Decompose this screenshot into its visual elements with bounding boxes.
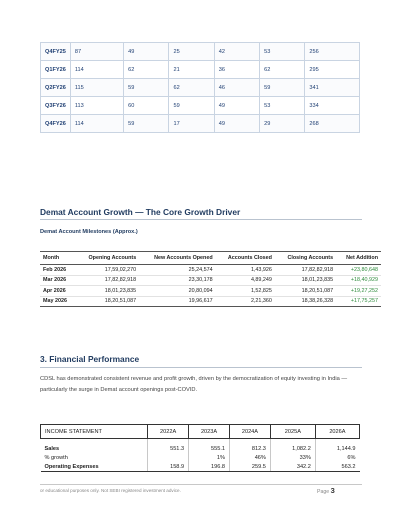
demat-column-header: Net Addition xyxy=(336,252,381,265)
quarter-value: 295 xyxy=(305,61,360,79)
demat-row xyxy=(40,265,381,276)
income-row-label: % growth xyxy=(44,455,68,461)
quarter-value: 114 xyxy=(70,115,123,133)
income-value xyxy=(148,454,189,463)
demat-value: 1,43,926 xyxy=(216,265,275,276)
income-value: 1,144.9 xyxy=(315,445,359,454)
quarter-value: 49 xyxy=(214,115,259,133)
demat-value: 19,96,617 xyxy=(139,296,215,307)
income-value: 6% xyxy=(315,454,359,463)
quarter-value: 59 xyxy=(124,79,169,97)
demat-value: 25,24,574 xyxy=(139,265,215,276)
income-row-label: Operating Expenses xyxy=(41,463,148,472)
income-column-header: 2026A xyxy=(315,425,359,439)
quarterly-row xyxy=(41,61,360,79)
income-value: 196.8 xyxy=(189,463,230,472)
income-column-header: 2024A xyxy=(229,425,270,439)
quarterly-row xyxy=(41,79,360,97)
income-row xyxy=(41,454,360,463)
quarter-value: 49 xyxy=(124,43,169,61)
demat-value: 23,30,178 xyxy=(139,275,215,286)
footer-disclaimer: or educational purposes only. Not SEBI registered investment advice. xyxy=(40,488,181,493)
quarter-value: 62 xyxy=(169,79,214,97)
income-value: 1% xyxy=(189,454,230,463)
quarter-value: 62 xyxy=(124,61,169,79)
quarter-value: 36 xyxy=(214,61,259,79)
quarter-value: 29 xyxy=(260,115,305,133)
demat-value: 18,20,51,087 xyxy=(275,286,336,297)
income-value: 33% xyxy=(270,454,315,463)
footer-rule xyxy=(40,484,362,485)
page-number: 3 xyxy=(330,486,335,495)
demat-value: 18,38,26,328 xyxy=(275,296,336,307)
income-row-label: Sales xyxy=(44,446,60,452)
demat-value: 17,82,82,918 xyxy=(76,275,140,286)
demat-value: +19,27,252 xyxy=(336,286,381,297)
demat-month: May 2026 xyxy=(40,296,76,307)
financial-section-heading: 3. Financial Performance xyxy=(40,354,140,364)
demat-value: 1,52,825 xyxy=(216,286,275,297)
quarter-label: Q4FY25 xyxy=(41,43,71,61)
quarter-label: Q4FY26 xyxy=(41,115,71,133)
quarter-value: 17 xyxy=(169,115,214,133)
quarter-value: 59 xyxy=(124,115,169,133)
income-value: 555.1 xyxy=(189,445,230,454)
quarterly-table xyxy=(40,42,360,133)
demat-heading-rule xyxy=(40,219,362,220)
quarter-value: 53 xyxy=(260,43,305,61)
demat-value: 18,01,23,835 xyxy=(275,275,336,286)
quarter-value: 256 xyxy=(305,43,360,61)
demat-subheading: Demat Account Milestones (Approx.) xyxy=(40,229,138,235)
quarter-value: 115 xyxy=(70,79,123,97)
demat-value: +23,80,648 xyxy=(336,265,381,276)
income-row xyxy=(41,463,360,472)
page-indicator xyxy=(317,486,335,495)
quarter-value: 62 xyxy=(260,61,305,79)
quarter-value: 49 xyxy=(214,97,259,115)
income-column-header: 2022A xyxy=(148,425,189,439)
financial-heading-rule xyxy=(40,367,362,368)
quarter-value: 114 xyxy=(70,61,123,79)
demat-value: 18,01,23,835 xyxy=(76,286,140,297)
income-value: 342.2 xyxy=(270,463,315,472)
demat-value: 17,59,02,270 xyxy=(76,265,140,276)
quarter-value: 341 xyxy=(305,79,360,97)
demat-row xyxy=(40,275,381,286)
financial-paragraph: CDSL has demonstrated consistent revenue and profit growth, driven by the democratization of equity investing in India — particularly the surge in Demat account openings post-COVID. xyxy=(40,376,348,393)
page-label: Page xyxy=(317,489,330,495)
quarterly-row xyxy=(41,97,360,115)
demat-value: 2,21,360 xyxy=(216,296,275,307)
quarter-value: 60 xyxy=(124,97,169,115)
income-statement-table xyxy=(40,424,360,472)
demat-value: +18,40,929 xyxy=(336,275,381,286)
quarter-value: 334 xyxy=(305,97,360,115)
quarter-value: 59 xyxy=(169,97,214,115)
income-value: 259.5 xyxy=(229,463,270,472)
quarter-label: Q1FY26 xyxy=(41,61,71,79)
income-column-header: 2023A xyxy=(189,425,230,439)
quarterly-row xyxy=(41,115,360,133)
demat-section-heading: Demat Account Growth — The Core Growth Driver xyxy=(40,207,241,217)
demat-value: 17,82,82,918 xyxy=(275,265,336,276)
quarter-value: 113 xyxy=(70,97,123,115)
demat-table xyxy=(40,251,381,307)
quarter-value: 25 xyxy=(169,43,214,61)
income-row xyxy=(41,445,360,454)
demat-value: 20,80,094 xyxy=(139,286,215,297)
income-value: 1,082.2 xyxy=(270,445,315,454)
demat-row xyxy=(40,296,381,307)
demat-month: Mar 2026 xyxy=(40,275,76,286)
demat-column-header: New Accounts Opened xyxy=(139,252,215,265)
income-value: 46% xyxy=(229,454,270,463)
quarter-value: 53 xyxy=(260,97,305,115)
income-value: 812.3 xyxy=(229,445,270,454)
income-column-header: INCOME STATEMENT xyxy=(41,425,148,439)
demat-column-header: Month xyxy=(40,252,76,265)
quarter-label: Q3FY26 xyxy=(41,97,71,115)
income-value: 158.9 xyxy=(148,463,189,472)
demat-value: +17,75,257 xyxy=(336,296,381,307)
quarter-value: 46 xyxy=(214,79,259,97)
demat-value: 4,89,249 xyxy=(216,275,275,286)
income-value: 563.2 xyxy=(315,463,359,472)
quarter-value: 268 xyxy=(305,115,360,133)
demat-column-header: Accounts Closed xyxy=(216,252,275,265)
quarter-value: 21 xyxy=(169,61,214,79)
demat-column-header: Closing Accounts xyxy=(275,252,336,265)
quarter-value: 87 xyxy=(70,43,123,61)
demat-row xyxy=(40,286,381,297)
quarter-value: 59 xyxy=(260,79,305,97)
demat-month: Apr 2026 xyxy=(40,286,76,297)
quarter-value: 42 xyxy=(214,43,259,61)
quarter-label: Q2FY26 xyxy=(41,79,71,97)
demat-value: 18,20,51,087 xyxy=(76,296,140,307)
demat-column-header: Opening Accounts xyxy=(76,252,140,265)
demat-month: Feb 2026 xyxy=(40,265,76,276)
quarterly-row xyxy=(41,43,360,61)
income-column-header: 2025A xyxy=(270,425,315,439)
income-value: 551.3 xyxy=(148,445,189,454)
